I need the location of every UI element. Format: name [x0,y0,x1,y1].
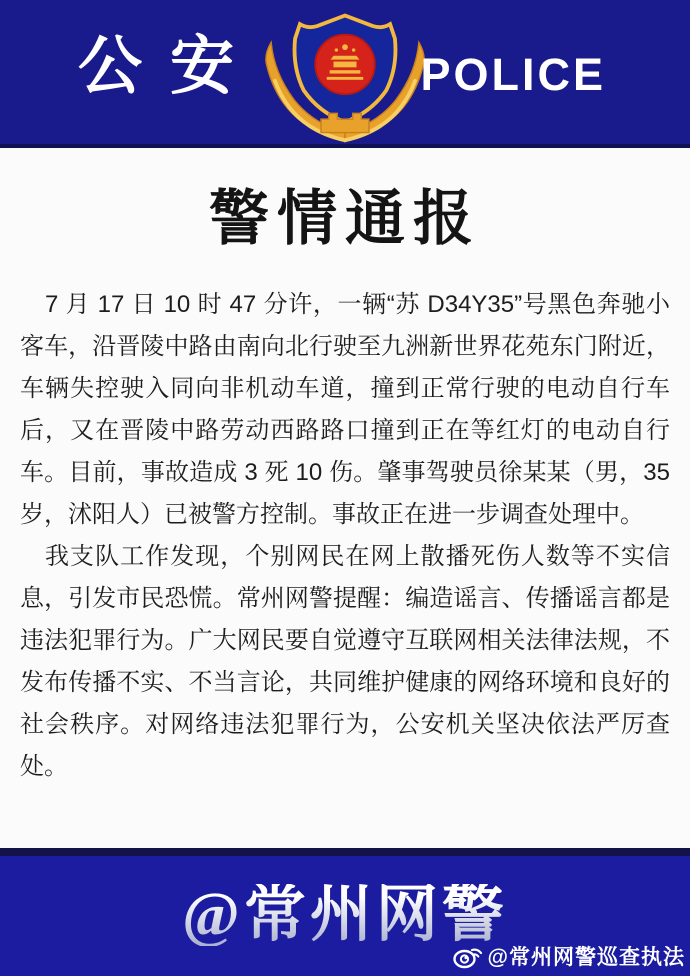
notice-body [0,148,690,788]
notice-title: 警情通报 [209,186,481,252]
notice-paragraph-1: 7 月 17 日 10 时 47 分许，一辆“苏 D34Y35”号黑色奔驰小客车，沿晋陵中路由南向北行驶至九洲新世界花苑东门附近，车辆失控驶入同向非机动车道，撞到正常行驶的电动自行车后，又在晋陵中路劳动西路路口撞到正在等红灯的电动自行车。目前，事故造成 3 死 10 伤。肇事驾驶员徐某某（男，35 岁，沭阳人）已被警方控制。事故正在进一步调查处理中。 [20,291,670,528]
weibo-icon [453,943,483,969]
weibo-watermark [453,941,685,971]
header-police-label: POLICE [420,49,606,100]
header-banner [0,0,690,148]
notice-paragraph-2: 我支队工作发现，个别网民在网上散播死伤人数等不实信息，引发市民恐慌。常州网警提醒：编造谣言、传播谣言都是违法犯罪行为。广大网民要自觉遵守互联网相关法律法规，不发布传播不实、不当言论，共同维护健康的网络环境和良好的社会秩序。对网络违法犯罪行为，公安机关坚决依法严厉查处。 [20,543,670,780]
notice-text [20,284,670,788]
weibo-watermark-text: @常州网警巡查执法 [487,946,685,969]
weibo-handle: @常州网警 [0,884,690,946]
header-gongan-label: 公安 [78,30,262,102]
police-badge-icon [250,4,440,146]
footer-banner [0,848,690,976]
